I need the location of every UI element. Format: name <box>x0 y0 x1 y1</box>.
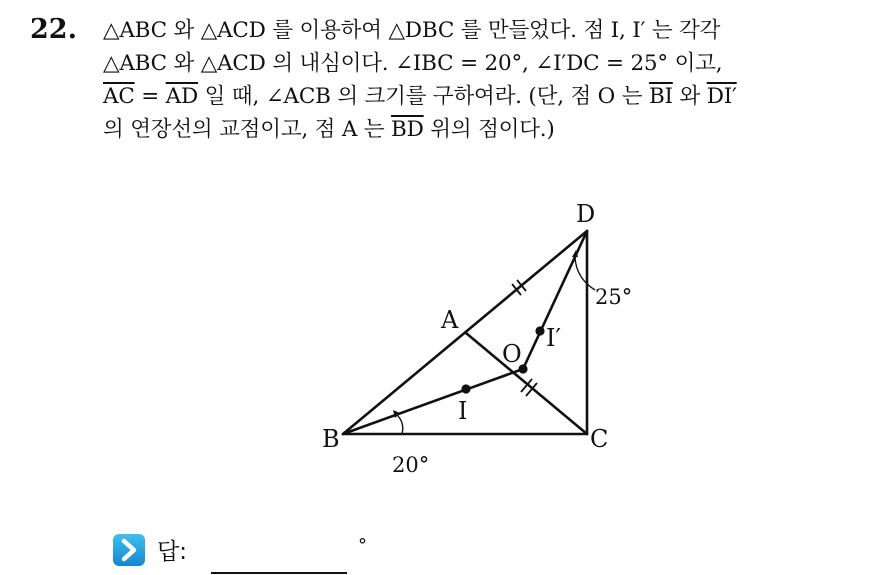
segment-ac: $\overline{AC}$ <box>103 84 135 109</box>
question-line-2: △ABC 와 △ACD 의 내심이다. ∠IBC = 20°, ∠I′DC = 25° 이고, <box>103 51 723 76</box>
chevron-right-icon <box>113 534 145 566</box>
label-i: I <box>458 397 468 425</box>
label-i-prime: I′ <box>546 324 561 352</box>
question-line-1: △ABC 와 △ACD 를 이용하여 △DBC 를 만들었다. 점 I, I′ 는 각각 <box>103 18 721 43</box>
segment-bi: $\overline{BI}$ <box>648 84 673 109</box>
segment-bo-line <box>343 369 523 434</box>
answer-label: 답: <box>157 539 187 565</box>
angle-arc-d <box>575 257 595 290</box>
point-i-dot <box>461 384 470 393</box>
question-line-4-end: 위의 점이다.) <box>423 117 555 142</box>
label-o: O <box>502 340 522 368</box>
equals-text: = <box>134 84 166 109</box>
question-line-3-text: 일 때, ∠ACB 의 크기를 구하여라. (단, 점 O 는 <box>198 84 649 109</box>
label-c: C <box>590 425 609 453</box>
angle-arc-b <box>396 414 403 434</box>
segment-ad: $\overline{AD}$ <box>165 84 199 109</box>
angle-label-b: 20° <box>392 453 430 477</box>
segment-di-prime: DI′ <box>706 84 737 109</box>
label-b: B <box>322 425 340 453</box>
question-line-4-start: 의 연장선의 교점이고, 점 A 는 <box>103 117 392 142</box>
segment-bd: $\overline{BD}$ <box>391 117 424 142</box>
angle-label-d: 25° <box>595 285 633 309</box>
question-line-3-mid: 와 <box>672 84 707 109</box>
point-i-prime-dot <box>535 326 544 335</box>
answer-unit: ° <box>358 535 367 556</box>
label-a: A <box>441 306 459 334</box>
label-d: D <box>576 200 596 228</box>
question-number: 22. <box>30 14 77 45</box>
answer-blank[interactable] <box>211 572 347 574</box>
